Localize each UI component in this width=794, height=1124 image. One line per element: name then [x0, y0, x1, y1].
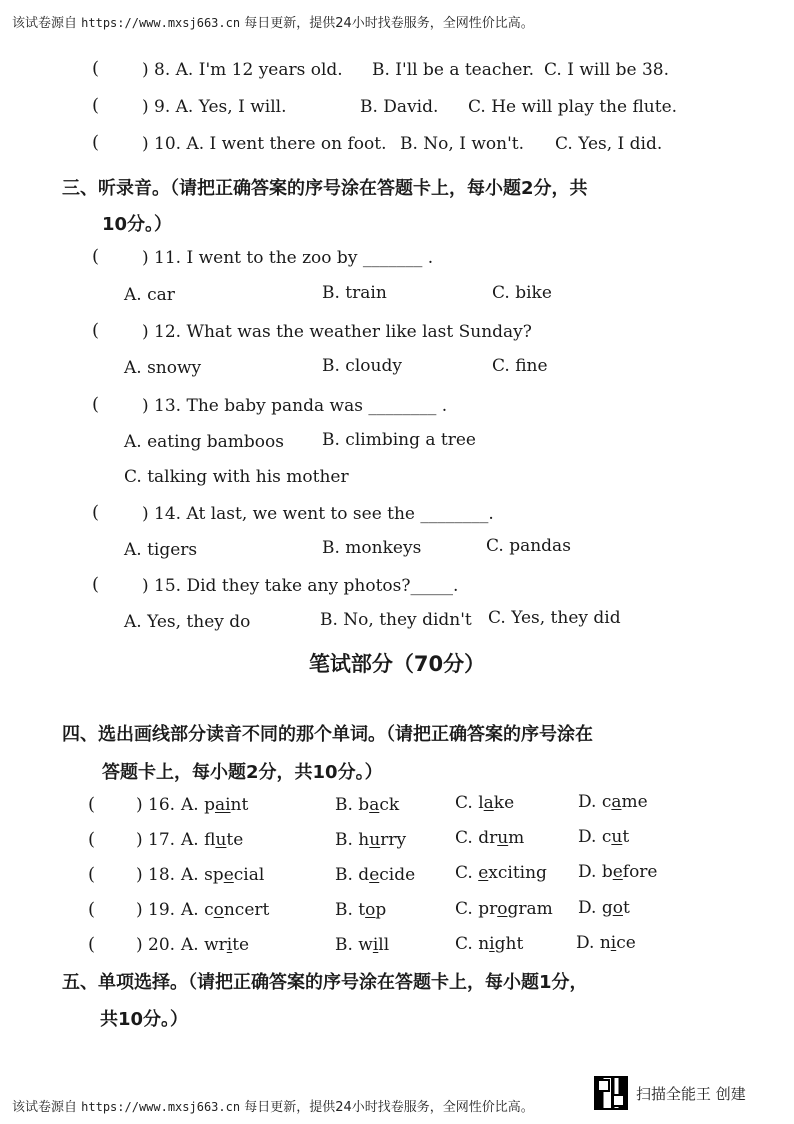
- phonics-option-a: A. paint: [181, 795, 249, 815]
- phonics-option-b: B. decide: [335, 865, 416, 885]
- answer-paren: (: [92, 132, 100, 153]
- question-option-c: C. I will be 38.: [544, 60, 669, 80]
- question-11-option-a: A. car: [124, 285, 175, 305]
- page-footer: [12, 1096, 534, 1115]
- question-option-b: B. I'll be a teacher.: [372, 60, 535, 80]
- question-11-option-b: B. train: [322, 283, 387, 303]
- section-4-heading-cont: 答题卡上，每小题2分，共10分。）: [102, 762, 383, 783]
- answer-paren: (: [92, 502, 100, 523]
- written-part-title: 笔试部分（70分）: [308, 652, 486, 676]
- section-3-heading: 三、听录音。（请把正确答案的序号涂在答题卡上，每小题2分，共: [62, 178, 588, 199]
- phonics-number: ) 18.: [136, 865, 176, 885]
- question-option-b: B. David.: [360, 97, 439, 117]
- phonics-option-c: C. night: [455, 934, 524, 954]
- header-suffix: 每日更新，提供24小时找卷服务，全网性价比高。: [240, 16, 534, 31]
- phonics-option-a: A. special: [181, 865, 265, 885]
- question-option-a: ) 9. A. Yes, I will.: [142, 97, 287, 117]
- question-13-stem: ) 13. The baby panda was ________ .: [142, 396, 448, 416]
- section-5-heading-cont: 共10分。）: [100, 1009, 189, 1030]
- phonics-option-c: C. lake: [455, 793, 515, 813]
- answer-paren: (: [92, 246, 100, 267]
- question-13-option-a: A. eating bamboos: [124, 432, 284, 452]
- question-13-option-b: B. climbing a tree: [322, 430, 476, 450]
- phonics-option-d: D. came: [578, 792, 648, 812]
- phonics-option-a: A. write: [181, 935, 250, 955]
- page-header: [12, 12, 534, 31]
- phonics-option-d: D. before: [578, 862, 658, 882]
- question-option-c: C. He will play the flute.: [468, 97, 678, 117]
- question-11-stem: ) 11. I went to the zoo by _______ .: [142, 248, 434, 268]
- question-11-option-c: C. bike: [492, 283, 552, 303]
- question-14-option-b: B. monkeys: [322, 538, 422, 558]
- answer-paren: (: [92, 320, 100, 341]
- phonics-option-b: B. back: [335, 795, 400, 815]
- phonics-option-d: D. cut: [578, 827, 630, 847]
- section-3-heading-cont: 10分。）: [102, 214, 173, 235]
- phonics-option-a: A. flute: [181, 830, 244, 850]
- answer-paren: (: [88, 829, 96, 850]
- section-4-heading: 四、选出画线部分读音不同的那个单词。（请把正确答案的序号涂在: [62, 724, 593, 745]
- question-15-option-b: B. No, they didn't: [320, 610, 472, 630]
- phonics-option-b: B. will: [335, 935, 390, 955]
- phonics-number: ) 20.: [136, 935, 176, 955]
- answer-paren: (: [92, 394, 100, 415]
- phonics-number: ) 16.: [136, 795, 176, 815]
- phonics-number: ) 19.: [136, 900, 176, 920]
- header-url[interactable]: https://www.mxsj663.cn: [81, 16, 241, 30]
- question-12-option-b: B. cloudy: [322, 356, 402, 376]
- answer-paren: (: [92, 574, 100, 595]
- footer-suffix: 每日更新，提供24小时找卷服务，全网性价比高。: [240, 1100, 534, 1115]
- question-12-option-a: A. snowy: [124, 358, 202, 378]
- phonics-option-b: B. hurry: [335, 830, 407, 850]
- phonics-option-a: A. concert: [181, 900, 270, 920]
- footer-url[interactable]: https://www.mxsj663.cn: [81, 1100, 241, 1114]
- question-13-option-c: C. talking with his mother: [124, 467, 349, 487]
- question-option-c: C. Yes, I did.: [555, 134, 663, 154]
- section-5-heading: 五、单项选择。（请把正确答案的序号涂在答题卡上，每小题1分，: [62, 972, 588, 993]
- question-14-option-c: C. pandas: [486, 536, 571, 556]
- phonics-option-c: C. exciting: [455, 863, 547, 883]
- phonics-number: ) 17.: [136, 830, 176, 850]
- phonics-option-d: D. got: [578, 898, 630, 918]
- phonics-option-c: C. program: [455, 899, 553, 919]
- question-12-stem: ) 12. What was the weather like last Sunday?: [142, 322, 532, 342]
- question-option-a: ) 8. A. I'm 12 years old.: [142, 60, 343, 80]
- question-15-option-c: C. Yes, they did: [488, 608, 621, 628]
- question-15-stem: ) 15. Did they take any photos?_____.: [142, 576, 459, 596]
- phonics-option-b: B. top: [335, 900, 387, 920]
- question-14-stem: ) 14. At last, we went to see the ________.: [142, 504, 494, 524]
- answer-paren: (: [92, 95, 100, 116]
- question-14-option-a: A. tigers: [124, 540, 198, 560]
- phonics-option-d: D. nice: [576, 933, 636, 953]
- scanner-watermark: 扫描全能王 创建: [636, 1085, 746, 1103]
- phonics-option-c: C. drum: [455, 828, 525, 848]
- question-option-a: ) 10. A. I went there on foot.: [142, 134, 387, 154]
- question-option-b: B. No, I won't.: [400, 134, 524, 154]
- answer-paren: (: [88, 864, 96, 885]
- question-15-option-a: A. Yes, they do: [124, 612, 251, 632]
- footer-prefix: 该试卷源自: [12, 1100, 82, 1115]
- answer-paren: (: [88, 934, 96, 955]
- answer-paren: (: [88, 794, 96, 815]
- answer-paren: (: [88, 899, 96, 920]
- answer-paren: (: [92, 58, 100, 79]
- qr-code-icon: [594, 1076, 628, 1110]
- question-12-option-c: C. fine: [492, 356, 548, 376]
- header-prefix: 该试卷源自: [12, 16, 82, 31]
